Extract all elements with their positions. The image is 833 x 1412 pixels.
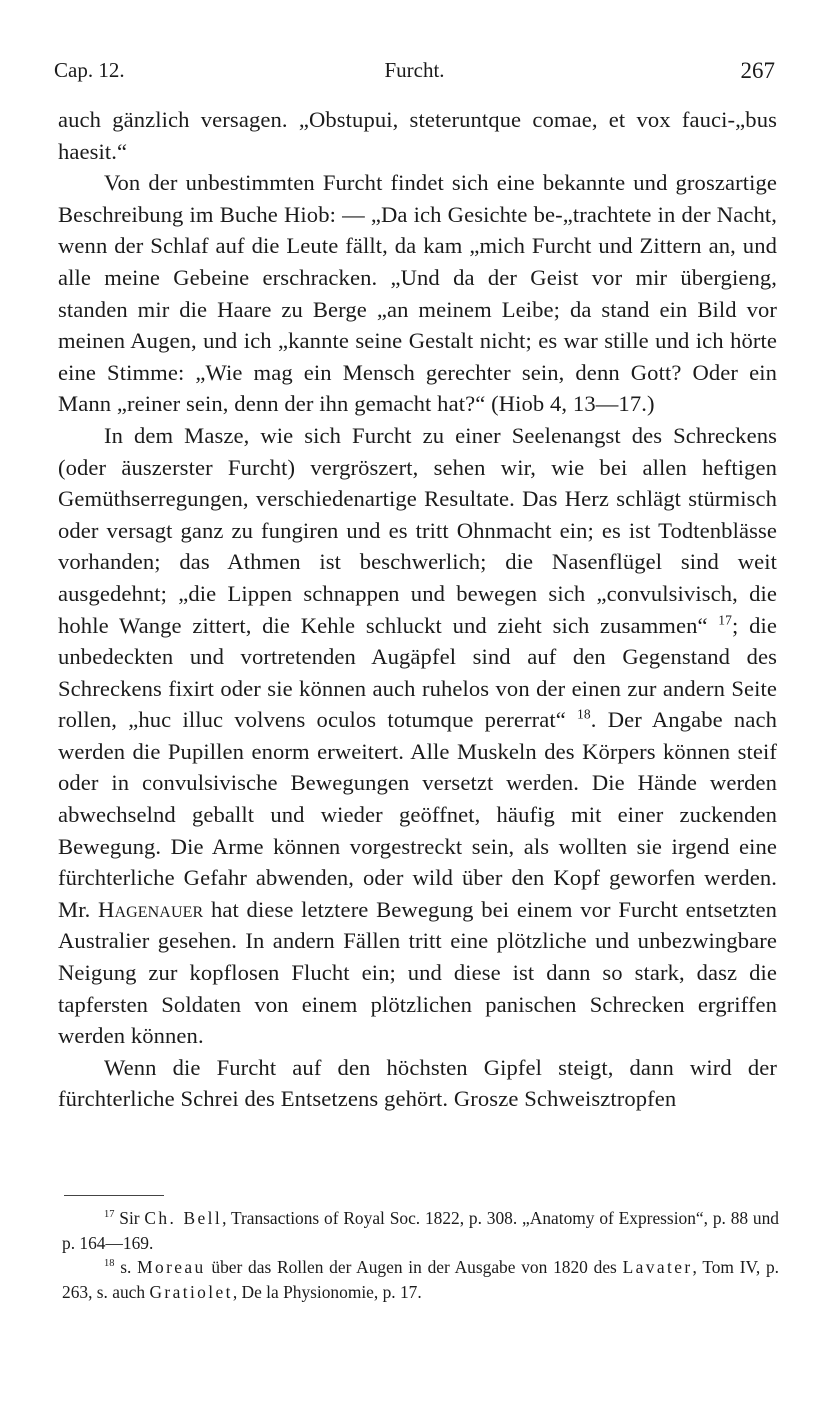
footnote-ref-18: 18 <box>577 706 591 722</box>
paragraph-3-text-a: In dem Masze, wie sich Furcht zu einer Seelenangst des Schreckens (oder äuszerster Furcht) vergröszert, sehen wir, wie bei allen heftigen Gemüthserregungen, verschiedenartige Resultate. Das Herz schlägt stürmisch oder versagt ganz zu fungiren und es tritt Ohnmacht ein; es ist Todtenblässe vorhanden; das Athmen ist beschwerlich; die Nasenflügel sind weit ausgedehnt; „die Lippen schnappen und bewegen sich „convulsivisch, die hohle Wange zittert, die Kehle schluckt und zieht sich zusammen“ <box>58 422 777 638</box>
paragraph-3-text-c: . Der Angabe nach werden die Pupillen enorm erweitert. Alle Muskeln des Körpers können steif oder in convulsivische Bewegungen versetzt werden. Die Hände werden abwechselnd geballt und wieder geöffnet, häufig mit einer zuckenden Bewegung. Die Arme können vorgestreckt sein, als wollten sie irgend eine fürchterliche Gefahr abwenden, oder wild über den Kopf geworfen werden. Mr. <box>58 707 777 922</box>
paragraph-3-text-b: ; die unbedeckten und vortretenden Augäpfel sind auf den Gegenstand des Schreckens fixirt oder sie können auch ruhelos von der einen zur andern Seite rollen, „huc illuc volvens oculos totumque pererrat“ <box>58 612 778 733</box>
running-title: Furcht. <box>384 58 445 82</box>
footnote-18-author-2: Lavater <box>622 1257 693 1277</box>
paragraph-1: auch gänzlich versagen. „Obstupui, steteruntque comae, et vox fauci-„bus haesit.“ <box>58 107 777 164</box>
footnote-17-author: Ch. Bell <box>144 1208 223 1228</box>
footnote-18-author-3: Gratiolet <box>149 1281 233 1302</box>
footnote-18-author-1: Moreau <box>137 1257 206 1277</box>
paragraph-4: Wenn die Furcht auf den höchsten Gipfel steigt, dann wird der fürchterliche Schrei des Entsetzens gehört. Grosze Schweisztropfen <box>58 1054 777 1112</box>
footnote-mark-18: 18 <box>104 1258 115 1270</box>
footnote-18 <box>62 1255 779 1304</box>
running-header <box>54 58 775 88</box>
paragraph-3-text-d: hat diese letztere Bewegung bei einem vor Furcht entsetzten Australier gesehen. In andern Fällen tritt eine plötzliche und unbezwingbare Neigung zur kopflosen Flucht ein; und diese ist dann so stark, dasz die tapfersten Soldaten von einem plötzlichen panischen Schrecken ergriffen werden können. <box>58 896 777 1049</box>
footnote-17 <box>62 1206 779 1255</box>
chapter-label: Cap. 12. <box>54 58 125 82</box>
person-name: Hagenauer <box>98 896 204 922</box>
footnote-17-text: , Transactions of Royal Soc. 1822, p. 308. „Anatomy of Expression“, p. 88 und p. 164—169. <box>62 1208 779 1253</box>
footnote-18-mid: über das Rollen der Augen in der Ausgabe von 1820 des <box>211 1257 617 1277</box>
footnotes <box>62 1206 779 1304</box>
footnote-17-pre: Sir <box>119 1208 140 1228</box>
paragraph-3 <box>58 420 777 1052</box>
main-text <box>58 104 777 1115</box>
page-number: 267 <box>740 58 775 83</box>
footnote-18-mid-2: , Tom IV, p. 263, s. auch <box>62 1257 779 1302</box>
footnote-rule <box>64 1195 164 1196</box>
paragraph-2: Von der unbestimmten Furcht findet sich eine bekannte und groszartige Beschreibung im Buche Hiob: — „Da ich Gesichte be-„trachtete in der Nacht, wenn der Schlaf auf die Leute fällt, da kam „mich Furcht und Zittern an, und alle meine Gebeine erschracken. „Und da der Geist vor mir übergieng, standen mir die Haare zu Berge „an meinem Leibe; da stand ein Bild vor meinen Augen, und ich „kannte seine Gestalt nicht; es war stille und ich hörte eine Stimme: „Wie mag ein Mensch gerechter sein, denn Gott? Oder ein Mann „reiner sein, denn der ihn gemacht hat?“ (Hiob 4, 13—17.) <box>58 170 777 417</box>
footnote-mark-17: 17 <box>104 1209 115 1221</box>
footnote-18-pre: s. <box>120 1257 132 1277</box>
footnote-ref-17: 17 <box>718 611 733 627</box>
footnote-18-end: , De la Physionomie, p. 17. <box>232 1281 422 1302</box>
